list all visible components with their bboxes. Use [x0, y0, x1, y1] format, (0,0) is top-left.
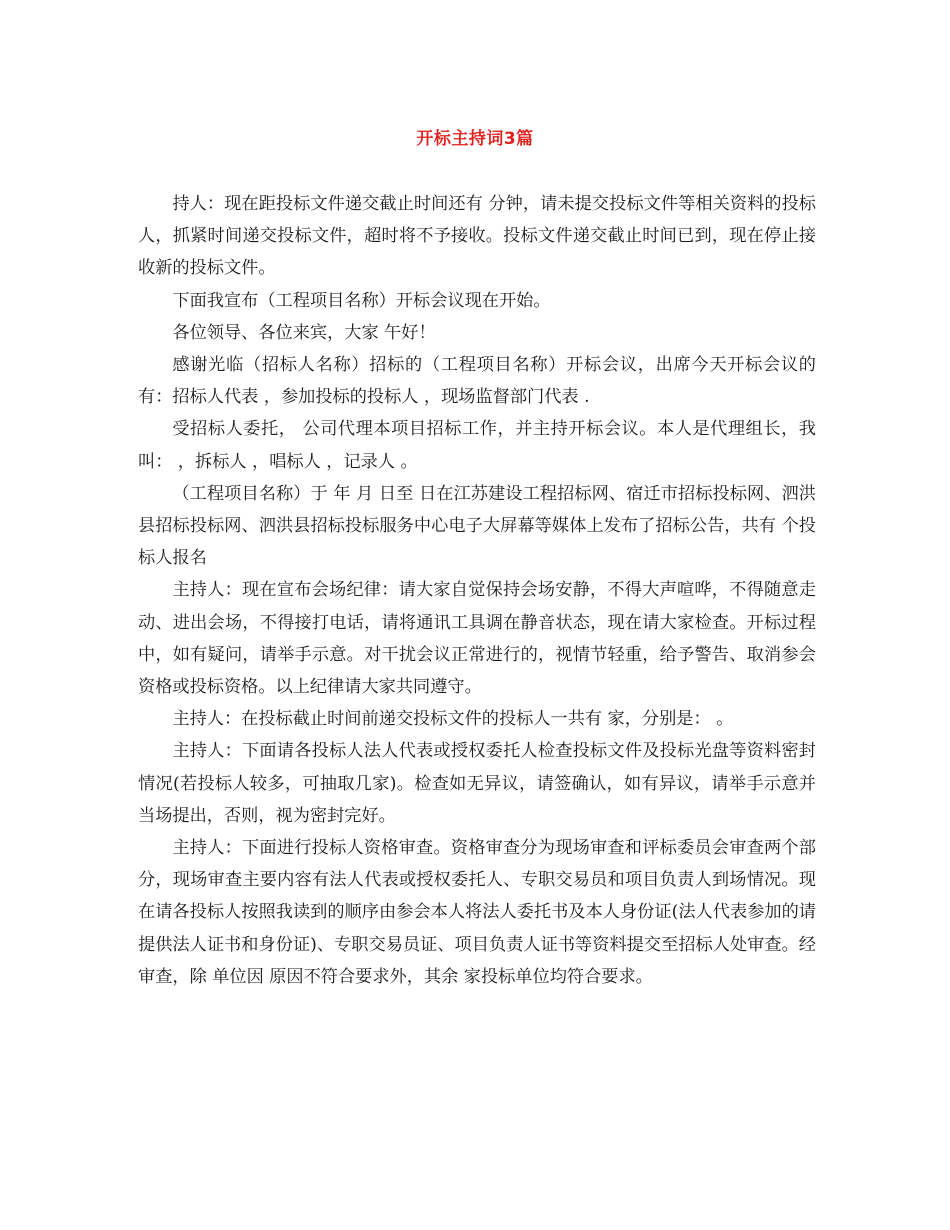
paragraph: 主持人：现在宣布会场纪律：请大家自觉保持会场安静，不得大声喧哗，不得随意走动、进出会场，不得接打电话，请将通讯工具调在静音状态，现在请大家检查。开标过程中，如有疑问，请举手示意。对干扰会议正常进行的，视情节轻重，给予警告、取消参会资格或投标资格。以上纪律请大家共同遵守。 — [138, 580, 816, 698]
paragraph: 受招标人委托， 公司代理本项目招标工作，并主持开标会议。本人是代理组长，我叫： ，拆标人 ，唱标人 ，记录人 。 — [138, 419, 816, 472]
document-title: 开标主持词3篇 — [416, 129, 534, 149]
paragraph: 主持人：下面进行投标人资格审查。资格审查分为现场审查和评标委员会审查两个部分，现场审查主要内容有法人代表或授权委托人、专职交易员和项目负责人到场情况。现在请各投标人按照我读到的顺序由参会本人将法人委托书及本人身份证(法人代表参加的请提供法人证书和身份证)、专职交易员证、项目负责人证书等资料提交至招标人处审查。经审查，除 单位因 原因不符合要求外，其余 家投标单位均符合要求。 — [138, 838, 816, 987]
paragraph: 主持人：在投标截止时间前递交投标文件的投标人一共有 家，分别是： 。 — [172, 709, 734, 730]
document-body — [138, 188, 816, 993]
paragraph: （工程项目名称）于 年 月 日至 日在江苏建设工程招标网、宿迁市招标投标网、泗洪县招标投标网、泗洪县招标投标服务中心电子大屏幕等媒体上发布了招标公告，共有 个投标人报名 — [138, 483, 816, 569]
paragraph: 下面我宣布（工程项目名称）开标会议现在开始。 — [172, 290, 551, 311]
paragraph: 感谢光临（招标人名称）招标的（工程项目名称）开标会议，出席今天开标会议的有：招标人代表 ，参加投标的投标人 ，现场监督部门代表 . — [138, 355, 816, 408]
paragraph: 持人：现在距投标文件递交截止时间还有 分钟，请未提交投标文件等相关资料的投标人，抓紧时间递交投标文件，超时将不予接收。投标文件递交截止时间已到，现在停止接收新的投标文件。 — [138, 194, 816, 279]
paragraph: 各位领导、各位来宾，大家 午好！ — [172, 322, 436, 343]
paragraph: 主持人：下面请各投标人法人代表或授权委托人检查投标文件及投标光盘等资料密封情况(若投标人较多，可抽取几家)。检查如无异议，请签确认，如有异议，请举手示意并当场提出，否则，视为密封完好。 — [138, 741, 816, 826]
